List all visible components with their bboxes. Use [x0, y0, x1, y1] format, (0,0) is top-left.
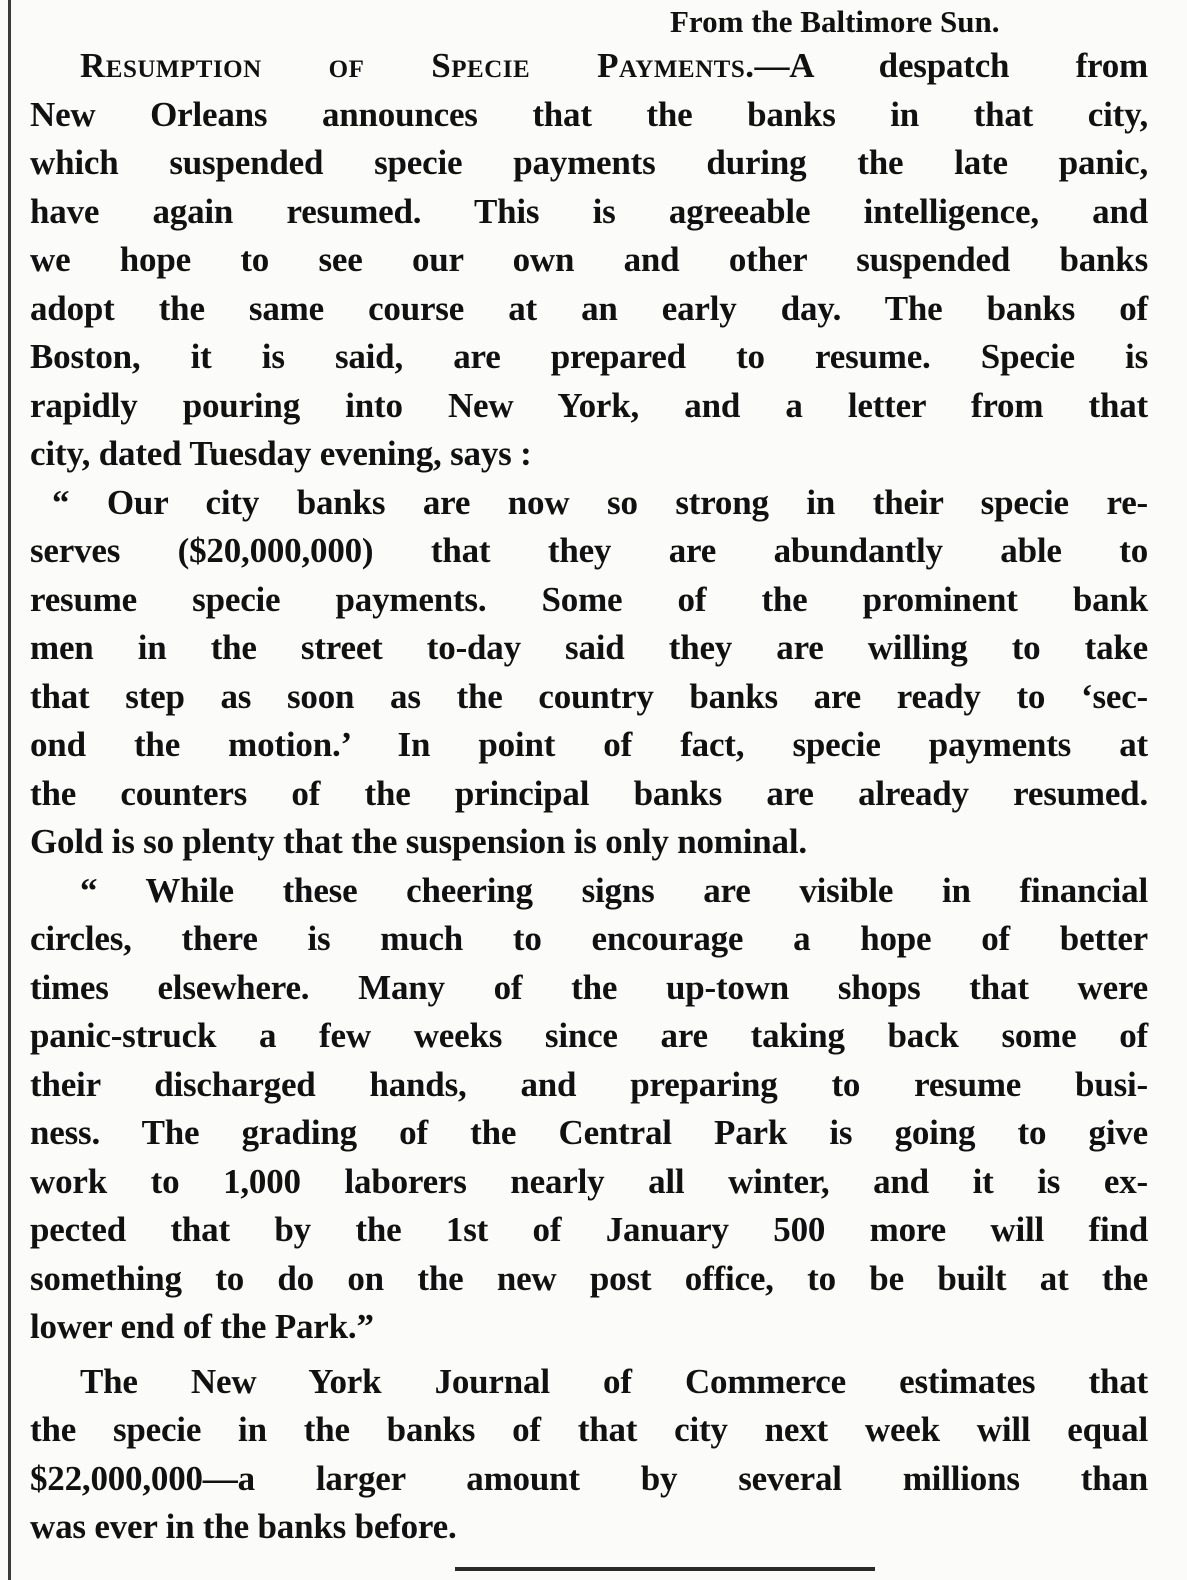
paragraph-2-line-8: Gold is so plenty that the suspension is only nominal. — [30, 822, 807, 861]
paragraph-1-line-5: we hope to see our own and other suspended banks — [30, 240, 1148, 279]
paragraph-2-line-4: men in the street to-day said they are willing to take — [30, 628, 1148, 667]
paragraph-2-line-7: the counters of the principal banks are already resumed. — [30, 773, 1148, 813]
paragraph-3-line-9: something to do on the new post office, to be built at the — [30, 1258, 1148, 1298]
paragraph-1-line-8: rapidly pouring into New York, and a letter from that — [30, 385, 1148, 425]
article-body — [30, 42, 1148, 1552]
source-line: From the Baltimore Sun. — [670, 4, 1000, 39]
paragraph-1-line-4: have again resumed. This is agreeable intelligence, and — [30, 191, 1148, 231]
paragraph-2-line-6: ond the motion.’ In point of fact, specie payments at — [30, 725, 1148, 764]
paragraph-2-line-5: that step as soon as the country banks are ready to ‘sec- — [30, 676, 1148, 716]
paragraph-3-line-8: pected that by the 1st of January 500 more will find — [30, 1210, 1148, 1249]
paragraph-4-line-1: The New York Journal of Commerce estimates that — [80, 1361, 1148, 1401]
article — [30, 0, 1148, 1580]
paragraph-3-line-2: circles, there is much to encourage a hope of better — [30, 919, 1148, 958]
paragraph-1-line-9: city, dated Tuesday evening, says : — [30, 434, 532, 473]
paragraph-3-line-6: ness. The grading of the Central Park is going to give — [30, 1113, 1148, 1152]
paragraph-3-line-7: work to 1,000 laborers nearly all winter, and it is ex- — [30, 1161, 1148, 1201]
paragraph-1-line-2: New Orleans announces that the banks in that city, — [30, 94, 1148, 134]
paragraph-1-line-6: adopt the same course at an early day. The banks of — [30, 288, 1148, 328]
paragraph-3-line-1: “ While these cheering signs are visible in financial — [80, 870, 1148, 910]
paragraph-3-line-3: times elsewhere. Many of the up-town shops that were — [30, 967, 1148, 1007]
paragraph-3-line-4: panic-struck a few weeks since are taking back some of — [30, 1016, 1148, 1055]
paragraph-4-line-2: the specie in the banks of that city next week will equal — [30, 1410, 1148, 1449]
paragraph-1-line-1-text: —A despatch from — [754, 46, 1148, 85]
column-rule — [8, 0, 11, 1580]
paragraph-4-line-4: was ever in the banks before. — [30, 1507, 457, 1546]
paragraph-1-line-3: which suspended specie payments during the late panic, — [30, 143, 1148, 182]
paragraph-3-line-5: their discharged hands, and preparing to resume busi- — [30, 1064, 1148, 1104]
paragraph-3-line-10: lower end of the Park.” — [30, 1307, 374, 1346]
paragraph-1-line-1 — [30, 42, 1148, 91]
paragraph-2-line-3: resume specie payments. Some of the prominent bank — [30, 579, 1148, 619]
paragraph-1-line-7: Boston, it is said, are prepared to resume. Specie is — [30, 337, 1148, 376]
paragraph-2-line-1: “ Our city banks are now so strong in their specie re- — [52, 482, 1148, 522]
article-heading: Resumption of Specie Payments. — [80, 46, 755, 85]
closing-rule — [455, 1567, 875, 1571]
paragraph-2-line-2: serves ($20,000,000) that they are abundantly able to — [30, 531, 1148, 570]
paragraph-4-line-3: $22,000,000—a larger amount by several millions than — [30, 1458, 1148, 1498]
